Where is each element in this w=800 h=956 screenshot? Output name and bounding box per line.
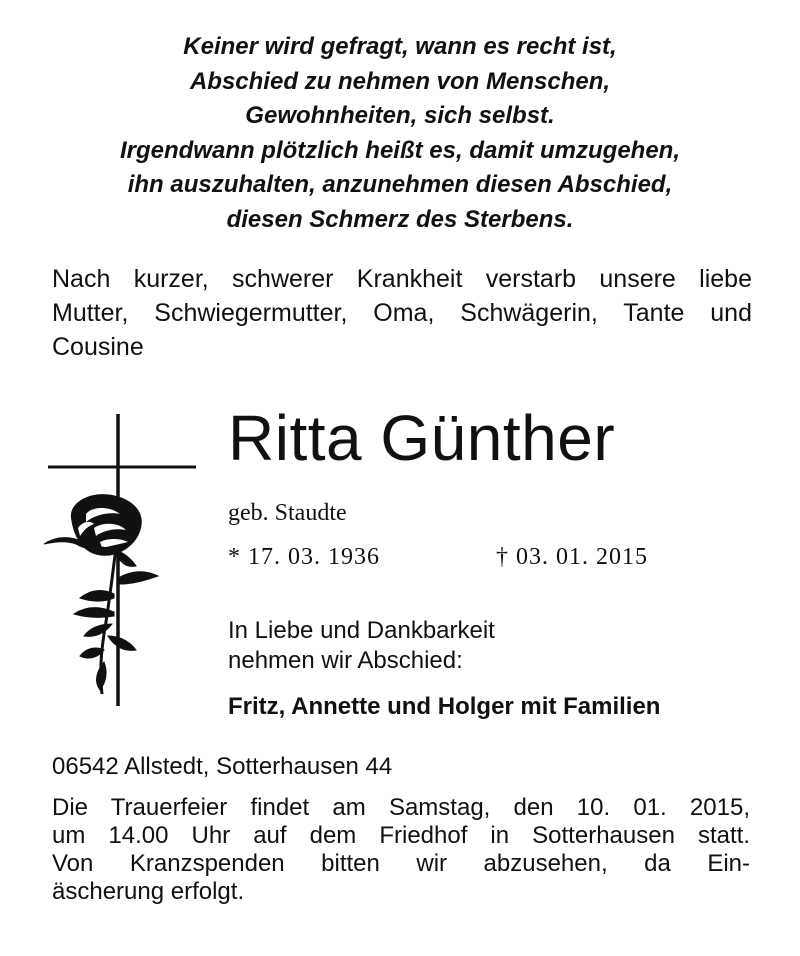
rose-icon xyxy=(44,495,158,694)
funeral-info xyxy=(52,794,750,906)
funeral-line: um 14.00 Uhr auf dem Friedhof in Sotterhausen statt. xyxy=(52,822,750,849)
intro-line: Mutter, Schwiegermutter, Oma, Schwägerin, Tante und xyxy=(52,299,752,327)
intro-line: Cousine xyxy=(52,333,144,361)
poem xyxy=(0,30,800,237)
address: 06542 Allstedt, Sotterhausen 44 xyxy=(52,753,393,780)
poem-line: diesen Schmerz des Sterbens. xyxy=(226,205,574,233)
poem-line: Keiner wird gefragt, wann es recht ist, xyxy=(183,33,617,60)
farewell-text xyxy=(228,616,495,676)
intro-text xyxy=(52,262,752,364)
funeral-line: Von Kranzspenden bitten wir abzusehen, da Ein- xyxy=(52,850,750,877)
farewell-line: In Liebe und Dankbarkeit xyxy=(228,617,495,644)
poem-line: Gewohnheiten, sich selbst. xyxy=(245,102,555,129)
death-date: † 03. 01. 2015 xyxy=(496,544,648,570)
poem-line: ihn auszuhalten, anzunehmen diesen Abschied, xyxy=(127,171,673,198)
intro-line: Nach kurzer, schwerer Krankheit verstarb unsere liebe xyxy=(52,265,752,293)
funeral-line: Die Trauerfeier findet am Samstag, den 10. 01. 2015, xyxy=(52,794,750,821)
farewell-line: nehmen wir Abschied: xyxy=(228,647,463,674)
family-names: Fritz, Annette und Holger mit Familien xyxy=(228,693,661,720)
birth-date: * 17. 03. 1936 xyxy=(228,544,380,570)
maiden-name: geb. Staudte xyxy=(228,500,347,526)
cross-rose-illustration xyxy=(0,410,210,710)
poem-line: Abschied zu nehmen von Menschen, xyxy=(189,67,611,95)
poem-line: Irgendwann plötzlich heißt es, damit umzugehen, xyxy=(119,136,681,164)
deceased-name: Ritta Günther xyxy=(228,402,616,474)
funeral-line: äscherung erfolgt. xyxy=(52,878,245,905)
